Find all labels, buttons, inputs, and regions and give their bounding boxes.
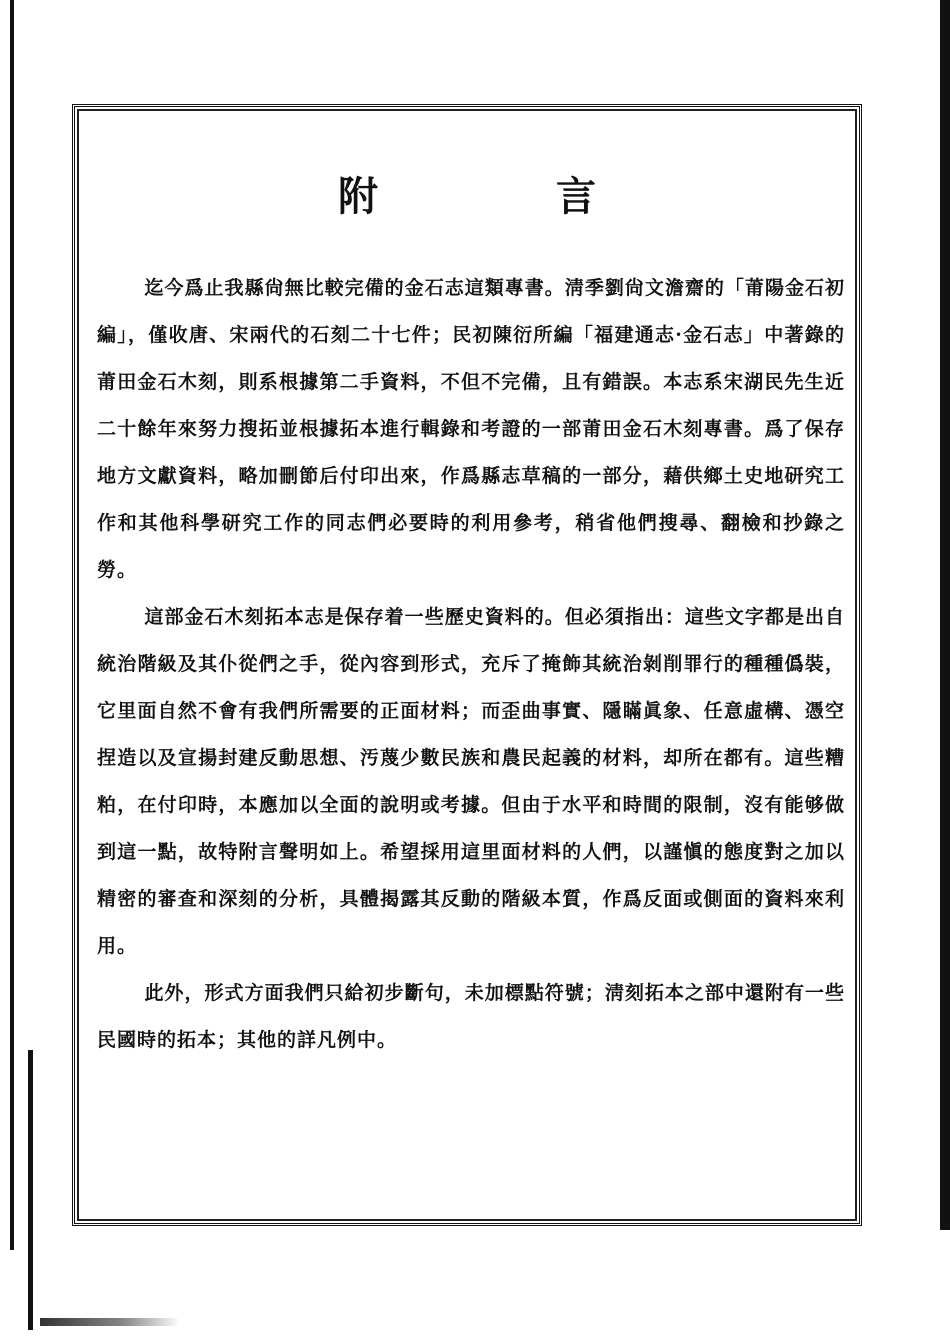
- page-title: 附 言: [338, 173, 678, 220]
- page-edge-shadow: [940, 0, 950, 1230]
- paragraph-3: 此外，形式方面我們只給初步斷句，未加標點符號；淸刻拓本之部中還附有一些民國時的拓本；其他的詳凡例中。: [97, 982, 845, 1051]
- text-frame: [72, 104, 862, 1226]
- paragraph-2: 這部金石木刻拓本志是保存着一些歷史資料的。但必須指出：這些文字都是出自統治階級及其仆從們之手，從內容到形式，充斥了掩飾其統治剝削罪行的種種僞裝，它里面自然不會有我們所需要的正面材料；而歪曲事實、隱瞞眞象、任意虛構、憑空捏造以及宣揚封建反動思想、汚蔑少數民族和農民起義的材料，却所在都有。這些糟粕，在付印時，本應加以全面的說明或考據。但由于水平和時間的限制，沒有能够做到這一點，故特附言聲明如上。希望採用這里面材料的人們，以謹愼的態度對之加以精密的審查和深刻的分析，具體揭露其反動的階級本質，作爲反面或側面的資料來利用。: [97, 606, 845, 957]
- scan-smudge: [40, 1318, 180, 1326]
- binding-edge-line: [10, 0, 14, 1250]
- body-text: [97, 265, 845, 1064]
- paragraph-1: 迄今爲止我縣尙無比較完備的金石志這類專書。淸季劉尙文澹齋的「莆陽金石初編」，僅收唐、宋兩代的石刻二十七件；民初陳衍所編「福建通志·金石志」中著錄的莆田金石木刻，則系根據第二手資料，不但不完備，且有錯誤。本志系宋湖民先生近二十餘年來努力搜拓並根據拓本進行輯錄和考證的一部莆田金石木刻專書。爲了保存地方文獻資料，略加刪節后付印出來，作爲縣志草稿的一部分，藉供鄉土史地研究工作和其他科學研究工作的同志們必要時的利用參考，稍省他們搜尋、翻檢和抄錄之勞。: [97, 277, 845, 581]
- binding-edge-mark: [28, 1050, 33, 1330]
